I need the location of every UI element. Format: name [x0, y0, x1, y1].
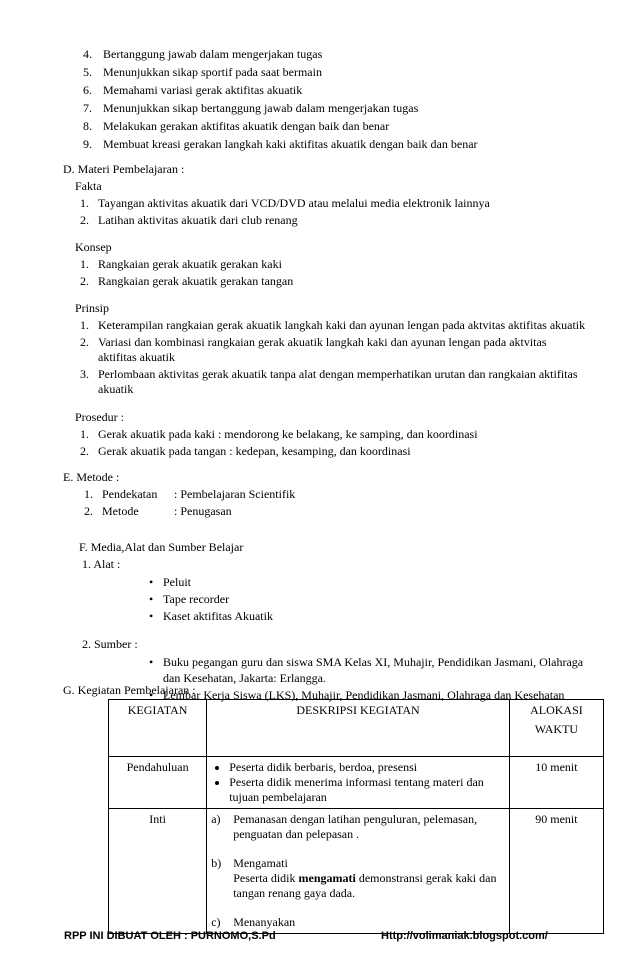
list-item: • Kaset aktifitas Akuatik	[163, 609, 273, 624]
list-item: 2. Rangkaian gerak akuatik gerakan tangan	[80, 274, 294, 288]
list-item: • Peluit	[163, 575, 191, 590]
list-item: • Peserta didik berbaris, berdoa, presensi	[229, 760, 505, 775]
list-item: 2. Metode : Penugasan	[84, 504, 232, 518]
footer-author: RPP INI DIBUAT OLEH : PURNOMO,S.Pd	[64, 930, 276, 942]
fakta-label: Fakta	[75, 179, 102, 193]
list-item: 9. Membuat kreasi gerakan langkah kaki aktifitas akuatik dengan baik dan benar	[83, 137, 478, 151]
alokasi-cell: 10 menit	[509, 757, 603, 809]
deskripsi-cell	[207, 757, 510, 809]
section-heading-media: F. Media,Alat dan Sumber Belajar	[79, 540, 244, 554]
list-item: 3. Perlombaan aktivitas gerak akuatik tanpa alat dengan memperhatikan urutan dan rangkaian aktifitas	[80, 367, 578, 381]
col-header-alokasi: ALOKASI WAKTU	[509, 700, 603, 757]
list-item-continuation: aktifitas akuatik	[98, 350, 175, 364]
list-item: • Lembar Kerja Siswa (LKS), Muhajir, Pendidikan Jasmani, Olahraga dan Kesehatan	[163, 688, 564, 703]
list-item: 7. Menunjukkan sikap bertanggung jawab dalam mengerjakan tugas	[83, 101, 419, 115]
list-item: 1. Tayangan aktivitas akuatik dari VCD/DVD atau melalui media elektronik lainnya	[80, 196, 490, 210]
section-heading-kegiatan: G. Kegiatan Pembelajaran :	[63, 683, 196, 697]
table-row	[109, 809, 604, 934]
kegiatan-table	[108, 699, 604, 934]
footer-url[interactable]: Http://volimaniak.blogspot.com/	[381, 930, 548, 942]
alat-label: 1. Alat :	[82, 557, 121, 571]
list-item: 2. Latihan aktivitas akuatik dari club renang	[80, 213, 298, 227]
col-header-kegiatan: KEGIATAN	[109, 700, 207, 757]
section-heading-materi: D. Materi Pembelajaran :	[63, 162, 185, 176]
kegiatan-name: Pendahuluan	[109, 757, 207, 809]
list-item: 1. Keterampilan rangkaian gerak akuatik langkah kaki dan ayunan lengan pada aktvitas aktifitas akuatik	[80, 318, 586, 332]
list-item: • Peserta didik menerima informasi tentang materi dan tujuan pembelajaran	[229, 775, 505, 805]
list-item: 8. Melakukan gerakan aktifitas akuatik dengan baik dan benar	[83, 119, 390, 133]
col-header-deskripsi: DESKRIPSI KEGIATAN	[207, 700, 510, 757]
list-item: 2. Gerak akuatik pada tangan : kedepan, kesamping, dan koordinasi	[80, 444, 411, 458]
section-heading-metode: E. Metode :	[63, 470, 120, 484]
list-item: 1. Rangkaian gerak akuatik gerakan kaki	[80, 257, 282, 271]
kegiatan-name: Inti	[109, 809, 207, 934]
list-item: 4. Bertanggung jawab dalam mengerjakan tugas	[83, 47, 323, 61]
sumber-label: 2. Sumber :	[82, 637, 138, 651]
list-item: 1. Pendekatan : Pembelajaran Scientifik	[84, 487, 296, 501]
list-item: 2. Variasi dan kombinasi rangkaian gerak akuatik langkah kaki dan ayunan lengan pada aktvitas	[80, 335, 547, 349]
alokasi-cell: 90 menit	[509, 809, 603, 934]
list-item: 6. Memahami variasi gerak aktifitas akuatik	[83, 83, 303, 97]
konsep-label: Konsep	[75, 240, 112, 254]
prosedur-label: Prosedur :	[75, 410, 124, 424]
list-item: • Tape recorder	[163, 592, 229, 607]
deskripsi-cell: a) Pemanasan dengan latihan penguluran, pelemasan, penguatan dan pelepasan . b) Mengamati Peserta didik mengamati demonstransi gerak kaki dan tangan renang gaya dada. c) Menanyakan	[207, 809, 510, 934]
list-item-continuation: akuatik	[98, 382, 134, 396]
prinsip-label: Prinsip	[75, 301, 110, 315]
list-item: 1. Gerak akuatik pada kaki : mendorong ke belakang, ke samping, dan koordinasi	[80, 427, 478, 441]
table-row	[109, 757, 604, 809]
table-header-row	[109, 700, 604, 757]
list-item-continuation: dan Kesehatan, Jakarta: Erlangga.	[163, 671, 326, 685]
list-item: 5. Menunjukkan sikap sportif pada saat bermain	[83, 65, 322, 79]
list-item: • Buku pegangan guru dan siswa SMA Kelas XI, Muhajir, Pendidikan Jasmani, Olahraga	[163, 655, 583, 670]
